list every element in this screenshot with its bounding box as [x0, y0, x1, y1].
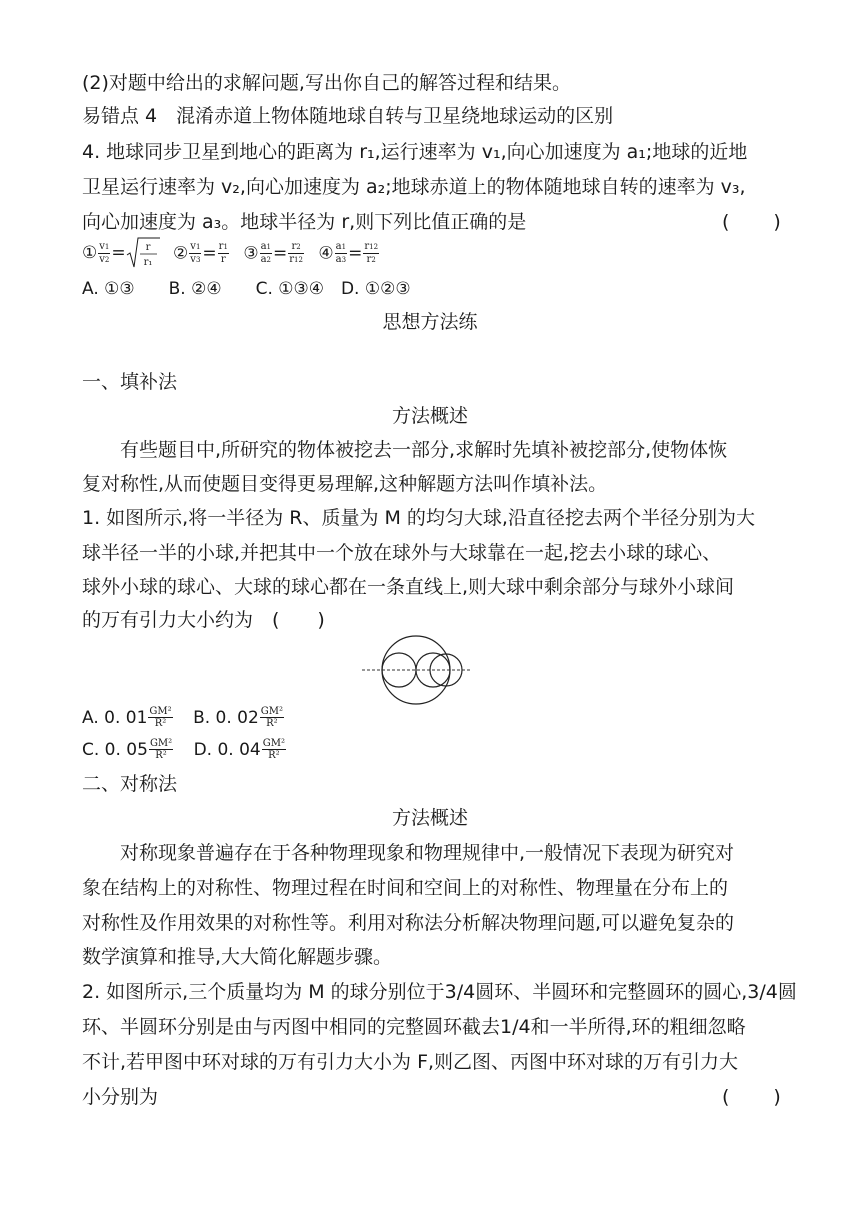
sec2-para-line-2: 象在结构上的对称性、物理过程在时间和空间上的对称性、物理量在分布上的	[82, 877, 729, 899]
sec1-para-line-1: 有些题目中,所研究的物体被挖去一部分,求解时先填补被挖部分,使物体恢	[120, 439, 728, 461]
q2-line-1: 2. 如图所示,三个质量均为 M 的球分别位于3/4圆环、半圆环和完整圆环的圆心,3/4圆	[82, 981, 797, 1003]
methods-title: 思想方法练	[382, 311, 478, 333]
q2-line-3: 不计,若甲图中环对球的万有引力大小为 F,则乙图、丙图中环对球的万有引力大	[82, 1051, 739, 1073]
sec1-heading: 一、填补法	[82, 371, 178, 393]
ratio-item-2: ② $\frac{v1}{v3}$ = $\frac{r1}{r}$	[173, 240, 228, 265]
option-b: B. 0. 02 $\frac{\text{GM²}}{\text{R²}}$	[193, 706, 284, 729]
sec2-para-line-1: 对称现象普遍存在于各种物理现象和物理规律中,一般情况下表现为研究对	[120, 842, 735, 864]
sphere-figure	[360, 632, 472, 708]
pitfall-title: 易错点 4 混淆赤道上物体随地球自转与卫星绕地球运动的区别	[82, 105, 614, 127]
sec1-overview-title: 方法概述	[391, 405, 468, 427]
sec2-heading: 二、对称法	[82, 773, 178, 795]
q4-line-3: 向心加速度为 a₃。地球半径为 r,则下列比值正确的是	[82, 211, 527, 233]
q4-ratio-row	[82, 236, 380, 272]
q1-line-3: 球外小球的球心、大球的球心都在一条直线上,则大球中剩余部分与球外小球间	[82, 576, 735, 598]
q2-line-2: 环、半圆环分别是由与丙图中相同的完整圆环截去1/4和一半所得,环的粗细忽略	[82, 1016, 746, 1038]
ratio-item-1: ① $\frac{v1}{v2}$ = r r₁	[82, 236, 160, 270]
q4-options: A. ①③ B. ②④ C. ①③④ D. ①②③	[82, 279, 411, 299]
q1-line-2: 球半径一半的小球,并把其中一个放在球外与大球靠在一起,挖去小球的球心、	[82, 542, 722, 564]
sec2-para-line-4: 数学演算和推导,大大简化解题步骤。	[82, 946, 393, 968]
q1-line-1: 1. 如图所示,将一半径为 R、质量为 M 的均匀大球,沿直径挖去两个半径分别为大	[82, 507, 755, 529]
q2-line-4: 小分别为	[82, 1086, 159, 1108]
ratio-item-3: ③ $\frac{a1}{a2}$ = $\frac{r2}{r12}$	[243, 240, 303, 265]
q1-line-4: 的万有引力大小约为 ( )	[82, 609, 325, 631]
q1-options-row-1	[82, 706, 285, 729]
q2-answer-paren: ( )	[722, 1086, 783, 1108]
sec2-overview-title: 方法概述	[391, 807, 468, 829]
sec2-para-line-3: 对称性及作用效果的对称性等。利用对称法分析解决物理问题,可以避免复杂的	[82, 912, 735, 934]
q4-line-1: 4. 地球同步卫星到地心的距离为 r₁,运行速率为 v₁,向心加速度为 a₁;地球的近地	[82, 141, 748, 163]
option-d: D. 0. 04 $\frac{\text{GM²}}{\text{R²}}$	[193, 738, 285, 761]
ratio-item-4: ④ $\frac{a1}{a3}$ = $\frac{r12}{r2}$	[318, 240, 379, 265]
svg-text:r₁: r₁	[143, 257, 153, 268]
svg-text:r: r	[145, 242, 151, 253]
intro-line: (2)对题中给出的求解问题,写出你自己的解答过程和结果。	[82, 72, 571, 94]
option-c: C. 0. 05 $\frac{\text{GM²}}{\text{R²}}$	[82, 738, 173, 761]
q4-answer-paren: ( )	[722, 211, 783, 233]
q4-line-2: 卫星运行速率为 v₂,向心加速度为 a₂;地球赤道上的物体随地球自转的速率为 v₃,	[82, 176, 746, 198]
sec1-para-line-2: 复对称性,从而使题目变得更易理解,这种解题方法叫作填补法。	[82, 473, 608, 495]
option-a: A. 0. 01 $\frac{\text{GM²}}{\text{R²}}$	[82, 706, 172, 729]
q1-options-row-2	[82, 738, 287, 761]
